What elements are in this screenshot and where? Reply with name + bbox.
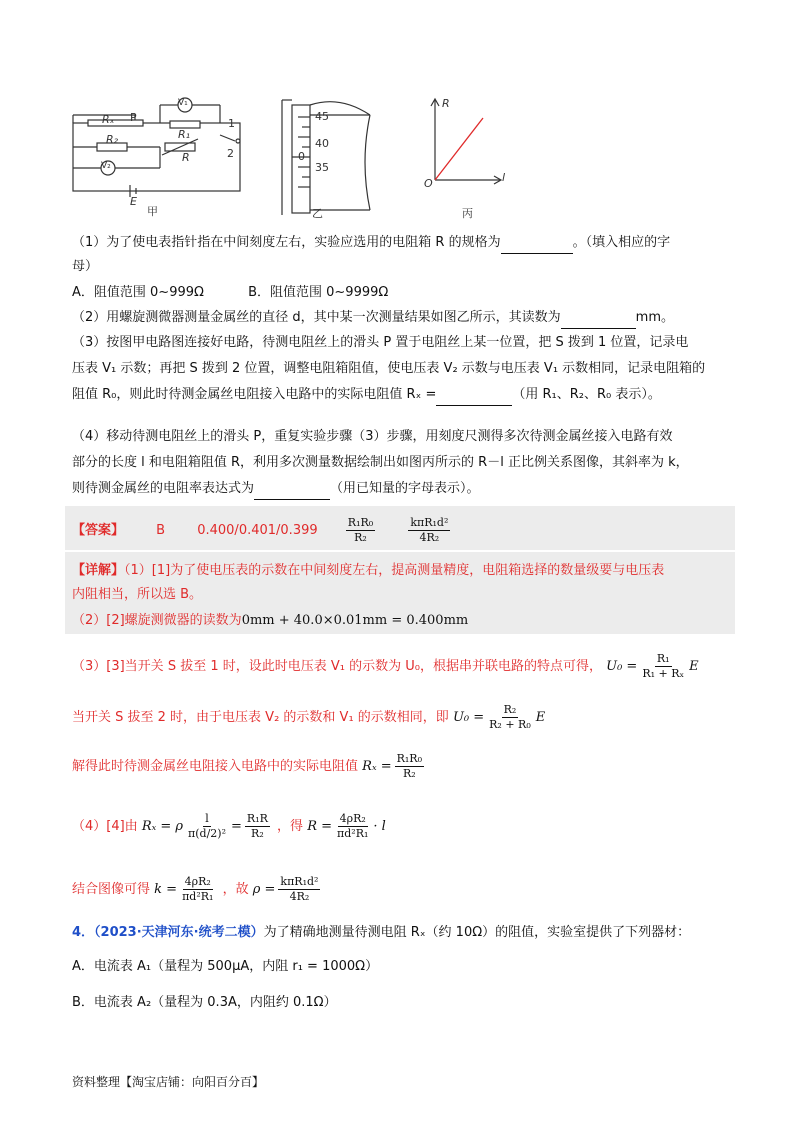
detail-3c: 解得此时待测金属丝电阻接入电路中的实际电阻值 (72, 759, 359, 774)
detail-3a-e: E (689, 659, 699, 674)
micrometer-tick-35: 35 (315, 161, 329, 174)
detail-3b: 当开关 S 拔至 2 时，由于电压表 V₂ 的示数和 V₁ 的示数相同，即 (72, 710, 449, 725)
micrometer-tick-0: 0 (298, 150, 305, 163)
detail-2-eq: 0mm + 40.0×0.01mm = 0.400mm (241, 613, 469, 628)
answer-2: 0.400/0.401/0.399 (197, 523, 318, 538)
detail-4-eq2-tail: · l (373, 819, 386, 834)
q4-answer-blank[interactable] (254, 483, 330, 500)
q1-text: （1）为了使电表指针指在中间刻度左右，实验应选用的电阻箱 R 的规格为 (72, 235, 501, 250)
q1-line (72, 232, 740, 254)
q3-answer-blank[interactable] (436, 389, 512, 406)
q1-answer-blank[interactable] (501, 237, 573, 254)
detail-5-k-frac: $\frac{\text{4ρR₂}}{\text{πd²R₁}}$ (182, 875, 214, 903)
q3-line2: 压表 V₁ 示数；再把 S 拨到 2 位置，调整电阻箱阻值，使电压表 V₂ 示数与电压表 V₁ 示数相同，记录电阻箱的 (72, 361, 706, 376)
next-option-a: A．电流表 A₁（量程为 500μA，内阻 r₁ = 1000Ω） (72, 959, 379, 974)
detail-5-rho-lhs: ρ = (252, 882, 276, 897)
detail-4-eq1-frac: $\frac{l}{\text{π(d/2)²}}$ (188, 812, 226, 840)
fig-label-yi: 乙 (312, 207, 323, 220)
next-question-line (72, 922, 740, 944)
graph-origin: O (424, 177, 433, 190)
detail-5-k-lhs: k = (154, 882, 178, 897)
q4-line3-b: （用已知量的字母表示）。 (330, 481, 480, 496)
detail-3b-lhs: U₀ = (452, 710, 485, 725)
detail-4a: （4）[4]由 (72, 819, 138, 834)
detail-4-eq2-lhs: R = (307, 819, 333, 834)
q1-line2: 母） (72, 259, 99, 274)
circuit-label-r2: R₂ (106, 133, 119, 146)
answer-line (72, 516, 740, 545)
circuit-label-p: P (130, 111, 137, 124)
q2-unit: mm。 (635, 310, 674, 325)
switch-pos-2: 2 (227, 147, 234, 160)
detail-line2: 内阻相当，所以选 B。 (72, 587, 203, 602)
q4-line1: （4）移动待测电阻丝上的滑头 P，重复实验步骤（3）步骤，用刻度尺测得多次待测金属丝接入电路有效 (72, 429, 673, 444)
circuit-label-r: R (182, 151, 190, 164)
q4-line2: 部分的长度 l 和电阻箱阻值 R，利用多次测量数据绘制出如图丙所示的 R－l 正比例关系图像，其斜率为 k， (72, 455, 689, 470)
detail-line4 (72, 652, 740, 681)
detail-5-rho-frac: $\frac{\text{kπR₁d²}}{\text{4R₂}}$ (280, 875, 319, 903)
q4-line3 (72, 478, 740, 500)
q2-line (72, 307, 740, 329)
detail-3c-frac: $\frac{\text{R₁R₀}}{\text{R₂}}$ (396, 752, 422, 780)
switch-pos-1: 1 (228, 117, 235, 130)
detail-line8 (72, 875, 740, 904)
detail-4-mid: ，得 (277, 819, 304, 834)
q3-line3-a: 阻值 R₀，则此时待测金属丝电阻接入电路中的实际电阻值 Rₓ = (72, 387, 437, 402)
q2-answer-blank[interactable] (561, 312, 636, 329)
fig-label-bing: 丙 (462, 207, 473, 220)
q2-text: （2）用螺旋测微器测量金属丝的直径 d，其中某一次测量结果如图乙所示，其读数为 (72, 310, 561, 325)
detail-line7: （4）[4]由 Rₓ = ρ $\frac{l}{\text{π(d/2)²}}$ = $\frac{\text{R₁R}}{\text{R₂}}$ ，得 R = $\frac{\text{4ρR₂}}{\text{πd²R₁}}$ · l (72, 812, 386, 840)
fig-label-jia: 甲 (147, 205, 158, 218)
next-question-text: 为了精确地测量待测电阻 Rₓ（约 10Ω）的阻值，实验室提供了下列器材： (263, 925, 691, 940)
option-a: A．阻值范围 0~999Ω (72, 285, 204, 300)
answer-3-formula: $\frac{\text{R₁R₀}}{\text{R₂}}$ (347, 516, 374, 544)
detail-line5 (72, 703, 740, 732)
next-question-number: 4． (72, 925, 95, 940)
circuit-label-e: E (130, 195, 137, 208)
q4-line3-a: 则待测金属丝的电阻率表达式为 (72, 481, 255, 496)
answer-4-formula: $\frac{\text{kπR₁d²}}{\text{4R₂}}$ (410, 516, 449, 544)
detail-label: 【详解】 (72, 563, 125, 578)
detail-2: （2）[2]螺旋测微器的读数为 (72, 613, 242, 628)
detail-4-eq1-lhs: Rₓ = ρ (141, 819, 184, 834)
circuit-label-rx: Rₓ (102, 113, 115, 126)
detail-line6 (72, 752, 740, 781)
circuit-label-v2: V₂ (101, 161, 111, 171)
detail-4-eq2-frac: $\frac{\text{4ρR₂}}{\text{πd²R₁}}$ (337, 812, 369, 840)
circuit-label-r1: R₁ (178, 128, 191, 141)
circuit-label-v1: V₁ (178, 98, 188, 108)
detail-line1 (72, 560, 740, 582)
option-b: B．阻值范围 0~9999Ω (248, 285, 389, 300)
options-line (72, 282, 740, 304)
detail-3a: （3）[3]当开关 S 拔至 1 时，设此时电压表 V₁ 的示数为 U₀，根据串并联电路的特点可得， (72, 659, 602, 674)
detail-3b-e: E (535, 710, 546, 725)
detail-5-mid: ，故 (222, 882, 249, 897)
detail-4-eq1-rhs: $\frac{\text{R₁R}}{\text{R₂}}$ (246, 812, 268, 840)
micrometer-tick-45: 45 (315, 110, 329, 123)
graph-xlabel: l (502, 171, 506, 184)
answer-label: 【答案】 (72, 523, 125, 538)
next-option-b: B．电流表 A₂（量程为 0.3A，内阻约 0.1Ω） (72, 995, 337, 1010)
detail-5a: 结合图像可得 (72, 882, 151, 897)
detail-3c-lhs: Rₓ = (362, 759, 392, 774)
detail-1a: （1）[1]为了使电压表的示数在中间刻度左右，提高测量精度，电阻箱选择的数量级要与电压表 (124, 563, 665, 578)
micrometer-tick-40: 40 (315, 137, 329, 150)
q3-line1: （3）按图甲电路图连接好电路，待测电阻丝上的滑头 P 置于电阻丝上某一位置，把 S 拨到 1 位置，记录电 (72, 335, 689, 350)
figures-area (70, 95, 530, 225)
detail-3a-lhs: U₀ = (606, 659, 638, 674)
graph-ylabel: R (442, 97, 450, 110)
detail-line3 (72, 610, 740, 632)
answer-1: B (156, 523, 166, 538)
detail-3a-frac: $\frac{\text{R₁}}{\text{R₁ + Rₓ}}$ (642, 652, 685, 680)
footer-source: 资料整理【淘宝店铺：向阳百分百】 (72, 1075, 265, 1089)
next-question-source: （2023·天津河东·统考二模） (94, 925, 264, 940)
detail-3b-frac: $\frac{\text{R₂}}{\text{R₂ + R₀}}$ (489, 703, 531, 731)
q1-tail: 。（填入相应的字 (572, 235, 671, 250)
q3-line3 (72, 384, 740, 406)
q3-line3-b: （用 R₁、R₂、R₀ 表示）。 (512, 387, 661, 402)
